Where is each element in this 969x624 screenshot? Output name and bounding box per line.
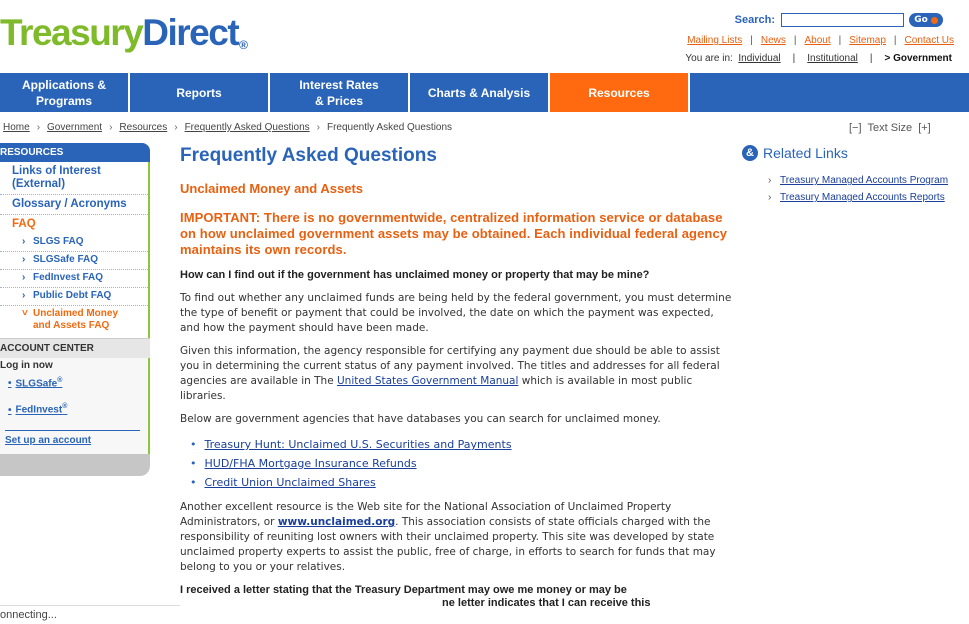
search-area bbox=[735, 13, 943, 27]
subitem-label: SLGSafe FAQ bbox=[33, 254, 99, 265]
chevron-right-icon: › bbox=[22, 254, 26, 265]
nav-label: Charts & Analysis bbox=[427, 85, 531, 100]
setup-account-link[interactable]: Set up an account bbox=[5, 434, 92, 446]
chevron-right-icon: › bbox=[36, 122, 41, 133]
link-label: Treasury Managed Accounts Reports bbox=[780, 192, 945, 203]
breadcrumb-home[interactable]: Home bbox=[3, 122, 30, 133]
related-link-tma-reports[interactable] bbox=[768, 192, 967, 203]
nav-charts-analysis[interactable] bbox=[410, 73, 550, 112]
go-label: Go bbox=[914, 15, 928, 25]
nav-applications-programs[interactable] bbox=[0, 73, 130, 112]
individual-link[interactable]: Individual bbox=[738, 53, 781, 64]
institutional-link[interactable]: Institutional bbox=[807, 53, 858, 64]
unclaimed-org-link[interactable]: www.unclaimed.org bbox=[277, 516, 396, 528]
search-input[interactable] bbox=[781, 13, 904, 27]
related-links-title: Related Links bbox=[763, 145, 848, 161]
nav-label: Reports bbox=[176, 85, 222, 100]
chevron-down-icon: ˅ bbox=[22, 308, 28, 319]
main-nav bbox=[0, 73, 969, 112]
treasurydirect-logo[interactable] bbox=[0, 14, 247, 51]
sidebar-header: RESOURCES bbox=[0, 143, 150, 162]
go-arrow-icon bbox=[931, 17, 938, 24]
current-section: > Government bbox=[884, 53, 952, 64]
hud-fha-link[interactable]: HUD/FHA Mortgage Insurance Refunds bbox=[204, 457, 417, 470]
breadcrumb-faq[interactable]: Frequently Asked Questions bbox=[184, 122, 310, 133]
text-size-control bbox=[849, 122, 937, 134]
text-size-decrease-button[interactable]: [−] bbox=[849, 122, 862, 134]
nav-label: Resources bbox=[588, 85, 650, 100]
separator: | bbox=[792, 53, 796, 64]
contact-us-link[interactable]: Contact Us bbox=[904, 35, 954, 46]
account-center-header: ACCOUNT CENTER bbox=[0, 338, 150, 358]
list-item bbox=[190, 473, 735, 492]
chevron-right-icon: › bbox=[109, 122, 113, 133]
chevron-right-icon: › bbox=[22, 290, 26, 301]
divider bbox=[5, 430, 140, 431]
subitem-label: SLGS FAQ bbox=[33, 236, 84, 247]
separator: | bbox=[869, 53, 873, 64]
treasury-hunt-link[interactable]: Treasury Hunt: Unclaimed U.S. Securities and Payments bbox=[204, 438, 512, 451]
question-heading-continued: ne letter indicates that I can receive this bbox=[442, 597, 651, 609]
subitem-label: Unclaimed Money and Assets FAQ bbox=[33, 308, 119, 331]
you-are-in-label: You are in: bbox=[685, 53, 733, 64]
sidebar-footer bbox=[0, 454, 150, 476]
ampersand-icon: & bbox=[742, 145, 758, 161]
slgsafe-login-link[interactable] bbox=[0, 377, 148, 389]
answer-paragraph: To find out whether any unclaimed funds are being held by the federal government, you must determine the type of benefit or payment that could be involved, the date on which the payment was expected, and how the payment should have been made. bbox=[180, 292, 732, 334]
logo-registered-mark: ® bbox=[239, 38, 247, 52]
main-content bbox=[180, 145, 735, 619]
sidebar-menu bbox=[0, 162, 150, 338]
separator: | bbox=[750, 35, 753, 46]
sidebar-subitem-fedinvest-faq[interactable] bbox=[0, 270, 148, 288]
sidebar-item-links-of-interest[interactable]: Links of Interest (External) bbox=[0, 162, 148, 195]
question-heading: I received a letter stating that the Treasury Department may owe me money or may be bbox=[180, 584, 627, 596]
section-subtitle: Unclaimed Money and Assets bbox=[180, 181, 364, 196]
account-center bbox=[0, 358, 150, 454]
chevron-right-icon: › bbox=[22, 272, 26, 283]
nav-resources[interactable] bbox=[550, 73, 690, 112]
top-links bbox=[687, 35, 954, 46]
separator: | bbox=[893, 35, 897, 46]
text: which is available in most public libraries. bbox=[180, 375, 693, 402]
separator: | bbox=[793, 35, 797, 46]
search-label: Search: bbox=[734, 14, 775, 26]
list-item bbox=[190, 435, 735, 454]
page-title: Frequently Asked Questions bbox=[180, 145, 437, 166]
agency-list bbox=[190, 435, 735, 492]
logo-text-direct: Direct bbox=[142, 12, 239, 53]
sidebar-subitem-unclaimed-money-faq[interactable] bbox=[0, 306, 148, 338]
logo-text-treasury: Treasury bbox=[0, 12, 143, 53]
chevron-right-icon: › bbox=[768, 192, 772, 203]
subitem-label: Public Debt FAQ bbox=[33, 290, 112, 301]
text-size-increase-button[interactable]: [+] bbox=[918, 122, 931, 134]
sidebar-item-glossary[interactable]: Glossary / Acronyms bbox=[0, 195, 148, 215]
list-item bbox=[190, 454, 735, 473]
fedinvest-login-link[interactable] bbox=[0, 403, 148, 415]
nav-label-line1: Applications & bbox=[21, 77, 106, 92]
registered-mark: ® bbox=[62, 403, 68, 411]
breadcrumb-government[interactable]: Government bbox=[47, 122, 103, 133]
us-government-manual-link[interactable]: United States Government Manual bbox=[337, 375, 519, 387]
text: Given this information, the agency responsible for certifying any payment due should be able to assist you in determining the current status of any payment involved. The titles and addresses for all federal agencies are available in The bbox=[180, 345, 720, 387]
sidebar-subitem-slgs-faq[interactable] bbox=[0, 234, 148, 252]
chevron-right-icon: › bbox=[768, 175, 772, 186]
sidebar-subitem-public-debt-faq[interactable] bbox=[0, 288, 148, 306]
nav-interest-rates-prices[interactable] bbox=[270, 73, 410, 112]
registered-mark: ® bbox=[57, 377, 63, 384]
credit-union-link[interactable]: Credit Union Unclaimed Shares bbox=[204, 476, 376, 489]
chevron-right-icon: › bbox=[22, 236, 26, 247]
browser-status-bar: onnecting... bbox=[0, 605, 180, 624]
breadcrumb bbox=[3, 122, 452, 133]
about-link[interactable]: About bbox=[804, 35, 831, 46]
chevron-right-icon: › bbox=[316, 122, 320, 133]
breadcrumb-current: Frequently Asked Questions bbox=[326, 122, 453, 133]
bullet-icon: • bbox=[8, 378, 12, 390]
related-links bbox=[742, 145, 967, 209]
text: Another excellent resource is the Web site for the National Association of Unclaimed Property Administrators, or bbox=[180, 501, 672, 528]
nav-label-line2: Programs bbox=[35, 93, 92, 108]
answer-paragraph bbox=[180, 344, 735, 404]
news-link[interactable]: News bbox=[760, 35, 786, 46]
text: . This association consists of state officials charged with the responsibility of reuniting lost owners with their unclaimed property. This site was developed by state unclaimed property experts to assist the public, free of charge, in efforts to search for funds that may belong to you or your relatives. bbox=[180, 516, 716, 573]
sidebar-subitem-slgsafe-faq[interactable] bbox=[0, 252, 148, 270]
mailing-lists-link[interactable]: Mailing Lists bbox=[687, 35, 743, 46]
sidebar-item-faq[interactable]: FAQ bbox=[12, 218, 36, 230]
important-notice: IMPORTANT: There is no governmentwide, centralized information service or database on how unclaimed government assets may be obtained. Each individual federal agency maintains its own records. bbox=[180, 210, 728, 257]
text-size-label: Text Size bbox=[867, 122, 913, 134]
related-link-tma-program[interactable] bbox=[768, 175, 967, 186]
slgsafe-label: SLGSafe bbox=[15, 378, 58, 390]
login-label: Log in now bbox=[0, 360, 53, 371]
subitem-label: FedInvest FAQ bbox=[33, 272, 104, 283]
nav-label-line1: Interest Rates bbox=[299, 77, 379, 92]
bullet-icon: • bbox=[8, 404, 12, 416]
link-label: Treasury Managed Accounts Program bbox=[780, 175, 949, 186]
sitemap-link[interactable]: Sitemap bbox=[849, 35, 886, 46]
answer-paragraph: Below are government agencies that have databases you can search for unclaimed money. bbox=[180, 413, 661, 425]
question-heading: How can I find out if the government has unclaimed money or property that may be mine? bbox=[180, 269, 650, 281]
chevron-right-icon: › bbox=[174, 122, 178, 133]
sidebar bbox=[0, 143, 150, 476]
nav-label-line2: & Prices bbox=[314, 93, 364, 108]
fedinvest-label: FedInvest bbox=[15, 404, 63, 416]
you-are-in bbox=[685, 53, 952, 64]
nav-reports[interactable] bbox=[130, 73, 270, 112]
breadcrumb-resources[interactable]: Resources bbox=[119, 122, 168, 133]
separator: | bbox=[838, 35, 842, 46]
related-links-header bbox=[742, 145, 967, 161]
go-button[interactable] bbox=[909, 13, 943, 27]
answer-paragraph bbox=[180, 500, 735, 575]
